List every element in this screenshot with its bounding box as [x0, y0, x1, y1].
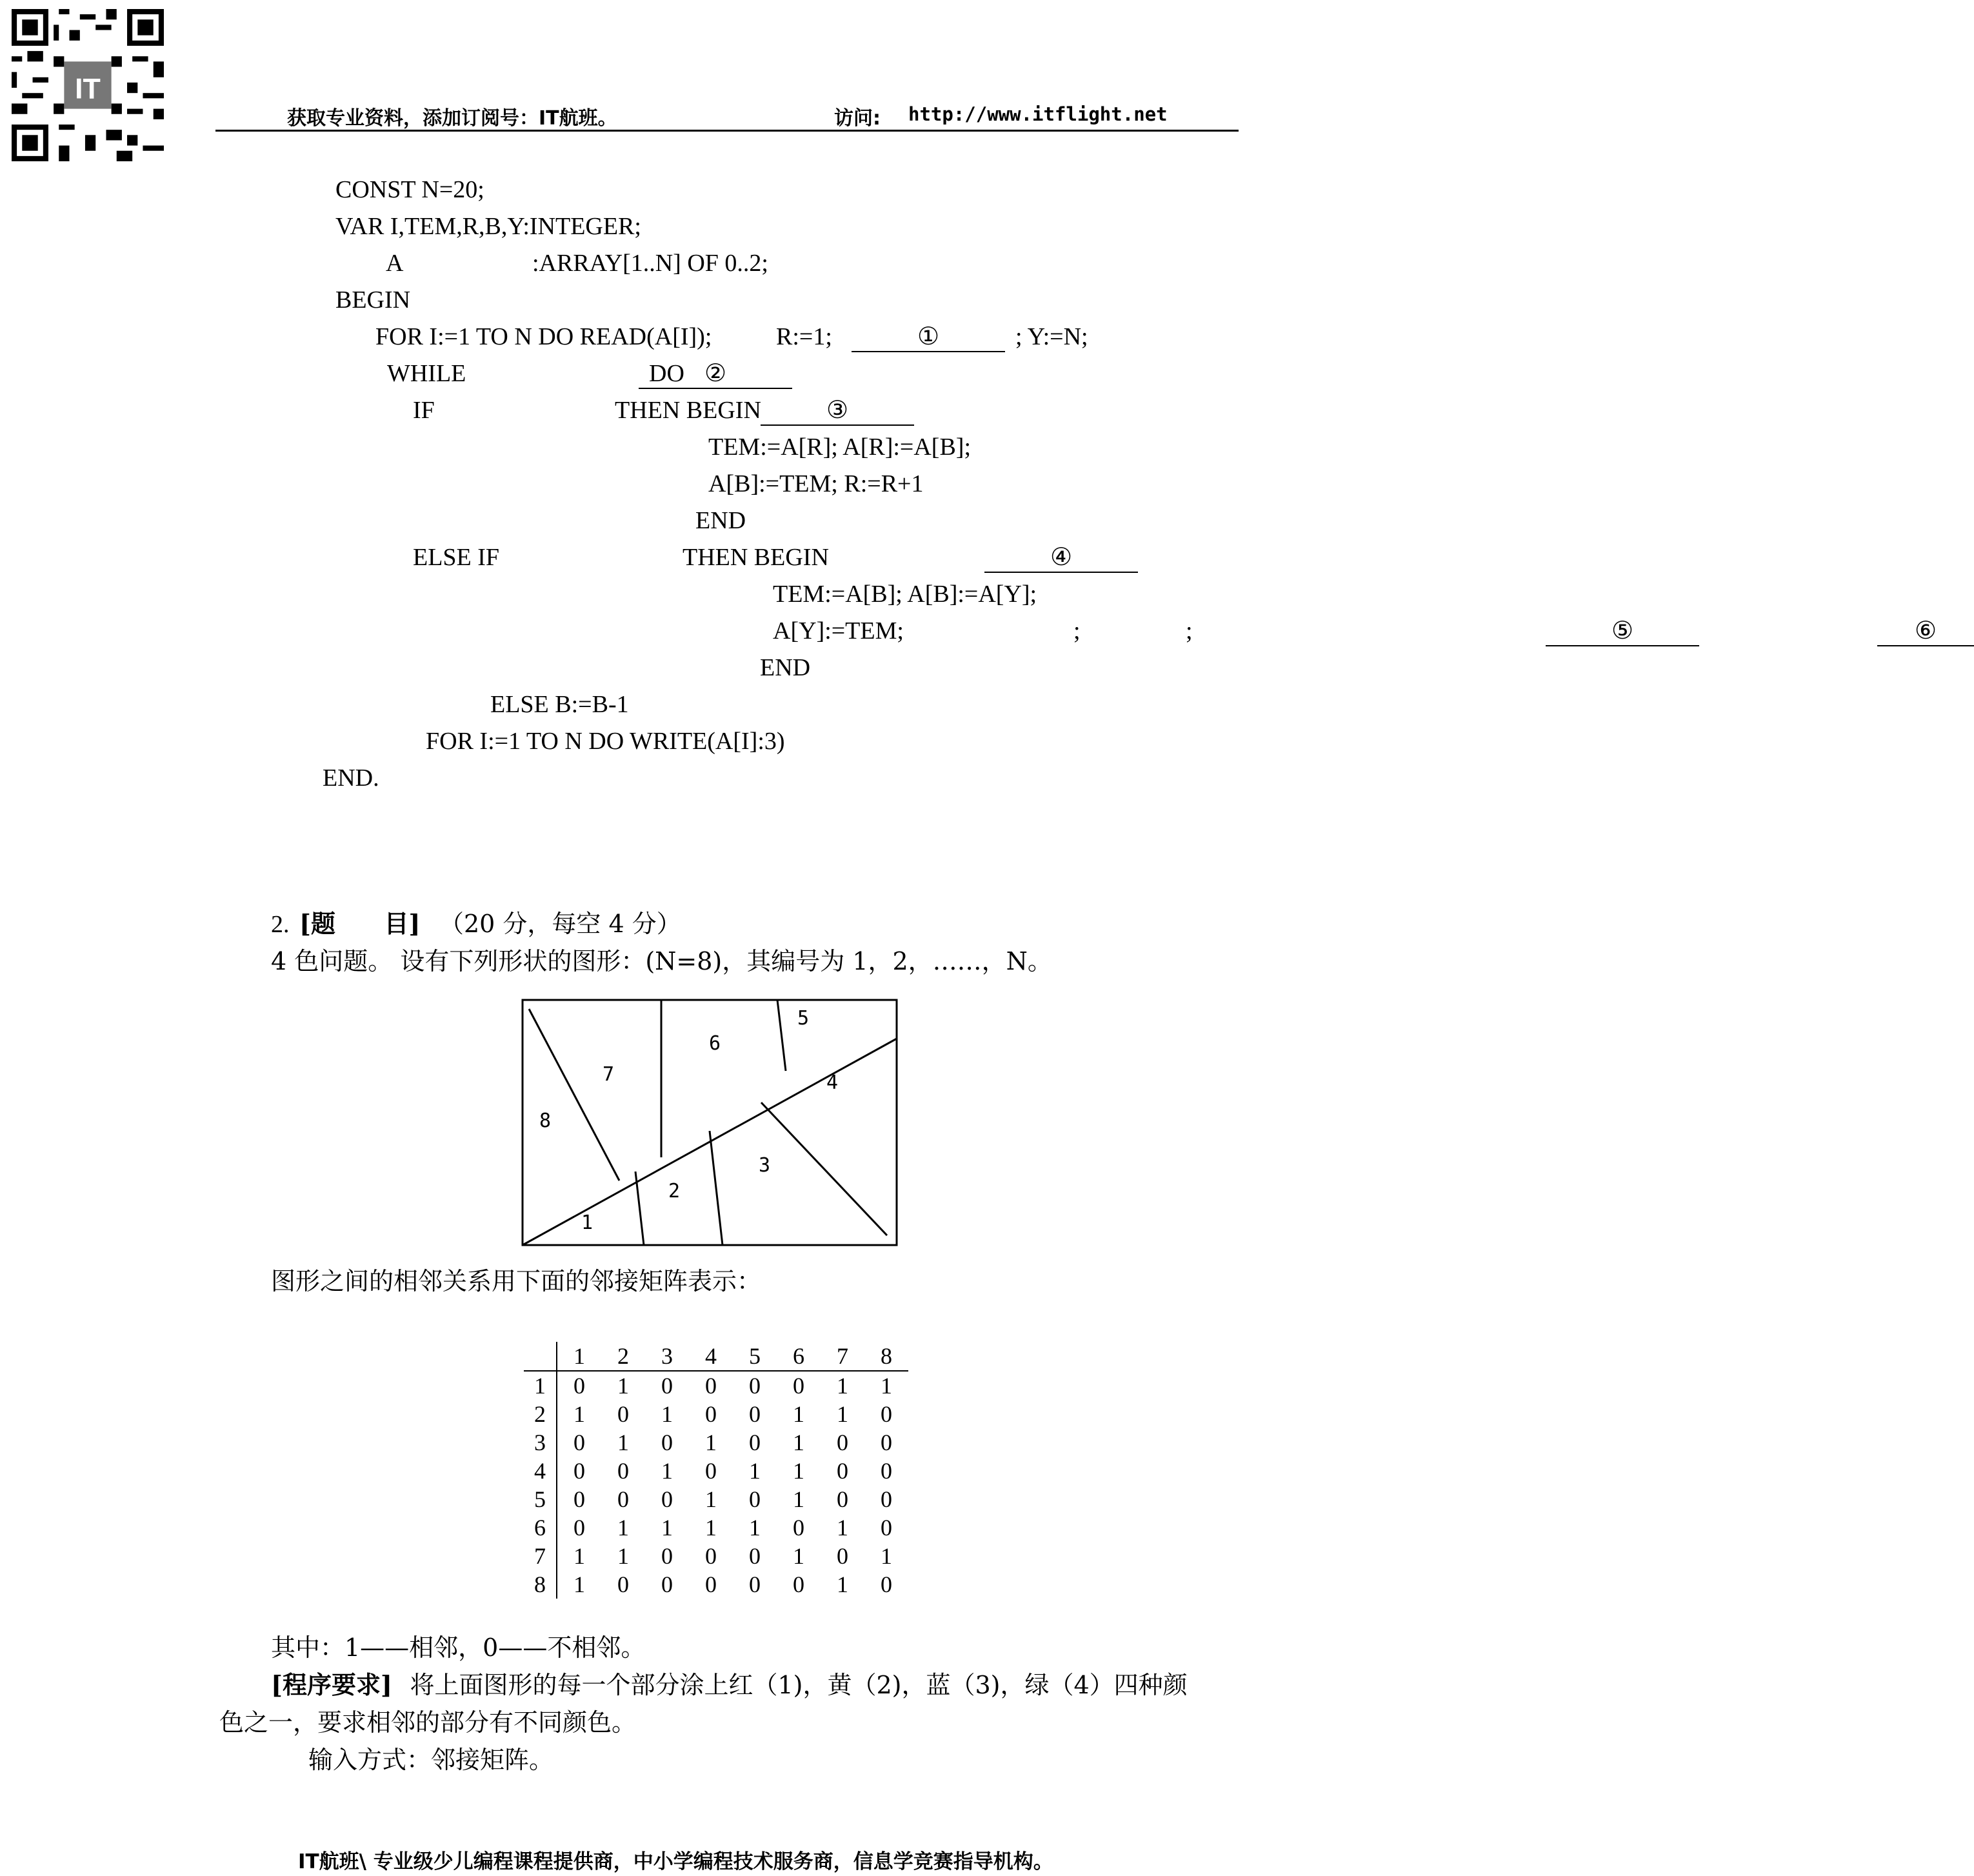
code-then-begin-1: THEN BEGIN: [615, 397, 761, 424]
code-line-ay-tem: A[Y]:=TEM;: [773, 617, 904, 644]
matrix-row: [524, 1570, 908, 1599]
matrix-row: [524, 1542, 908, 1570]
matrix-cell: 1: [661, 1458, 673, 1484]
matrix-cell: 0: [793, 1515, 804, 1541]
matrix-cell: 0: [705, 1543, 717, 1569]
matrix-cell: 1: [837, 1401, 848, 1427]
matrix-row-header: 7: [524, 1542, 557, 1570]
matrix-cell: 1: [837, 1572, 848, 1597]
matrix-row: [524, 1513, 908, 1542]
qr-code-image: [12, 9, 164, 161]
matrix-header-row: [524, 1342, 908, 1371]
blank-3[interactable]: [761, 396, 914, 426]
matrix-cell: 1: [837, 1515, 848, 1541]
matrix-row-header: 3: [524, 1428, 557, 1457]
blank-1-label: ①: [917, 323, 940, 350]
region-figure: [516, 993, 903, 1252]
problem-intro: 4 色问题。 设有下列形状的图形：(N=8)，其编号为 1，2，……，N。: [271, 947, 1052, 975]
matrix-cell: 0: [837, 1458, 848, 1484]
matrix-cell: 0: [617, 1458, 629, 1484]
matrix-cell: 1: [573, 1572, 585, 1597]
matrix-row: [524, 1428, 908, 1457]
header-visit-label: 访问:: [834, 107, 881, 130]
code-keyword-else-if: ELSE IF: [413, 544, 500, 571]
region-label-2: 2: [668, 1180, 681, 1202]
matrix-cell: 0: [881, 1430, 892, 1455]
blank-6[interactable]: [1877, 617, 1974, 646]
code-line-y-init: ; Y:=N;: [1015, 323, 1088, 350]
matrix-col-header: 5: [733, 1342, 777, 1371]
matrix-cell: 1: [705, 1515, 717, 1541]
matrix-cell: 0: [881, 1515, 892, 1541]
matrix-cell: 1: [793, 1401, 804, 1427]
code-line-var: VAR I,TEM,R,B,Y:INTEGER;: [335, 213, 641, 240]
header-subscribe-text: 获取专业资料，添加订阅号：IT航班。: [287, 107, 617, 130]
blank-4-label: ④: [1050, 544, 1073, 571]
matrix-row: [524, 1457, 908, 1485]
matrix-row: [524, 1371, 908, 1400]
matrix-cell: 0: [793, 1572, 804, 1597]
code-line-for-read: FOR I:=1 TO N DO READ(A[I]);: [375, 323, 712, 350]
matrix-col-header: 6: [777, 1342, 821, 1371]
matrix-cell: 1: [617, 1515, 629, 1541]
matrix-cell: 0: [705, 1401, 717, 1427]
matrix-cell: 0: [573, 1430, 585, 1455]
matrix-col-header: 8: [864, 1342, 908, 1371]
matrix-cell: 1: [617, 1430, 629, 1455]
matrix-cell: 0: [661, 1373, 673, 1399]
matrix-cell: 0: [881, 1458, 892, 1484]
problem-score: （20 分，每空 4 分）: [439, 910, 681, 938]
matrix-row-header: 1: [524, 1371, 557, 1400]
matrix-cell: 1: [661, 1401, 673, 1427]
code-end-1: END: [695, 507, 746, 534]
code-line-array-type: :ARRAY[1..N] OF 0..2;: [532, 250, 768, 277]
matrix-cell: 0: [749, 1543, 761, 1569]
blank-2-label: ②: [704, 360, 727, 387]
matrix-cell: 0: [661, 1572, 673, 1597]
blank-1[interactable]: [852, 323, 1005, 352]
matrix-cell: 1: [617, 1543, 629, 1569]
matrix-cell: 1: [793, 1543, 804, 1569]
matrix-cell: 0: [661, 1543, 673, 1569]
matrix-cell: 0: [749, 1486, 761, 1512]
input-mode: 输入方式：邻接矩阵。: [308, 1746, 554, 1774]
qr-logo-text: IT: [75, 72, 101, 105]
matrix-cell: 0: [617, 1486, 629, 1512]
matrix-cell: 1: [705, 1486, 717, 1512]
matrix-row: [524, 1485, 908, 1513]
matrix-cell: 0: [705, 1572, 717, 1597]
matrix-row-header: 5: [524, 1485, 557, 1513]
matrix-cell: 1: [793, 1486, 804, 1512]
code-end-program: END.: [323, 764, 379, 792]
code-line-array-name: A: [386, 250, 404, 277]
matrix-cell: 0: [881, 1401, 892, 1427]
matrix-cell: 1: [793, 1430, 804, 1455]
region-label-4: 4: [826, 1072, 839, 1094]
matrix-cell: 0: [661, 1486, 673, 1512]
requirement-label: [程序要求]: [271, 1670, 392, 1699]
code-line-else-b: ELSE B:=B-1: [490, 691, 629, 718]
matrix-cell: 0: [705, 1458, 717, 1484]
blank-5-label: ⑤: [1611, 617, 1634, 644]
matrix-cell: 0: [749, 1373, 761, 1399]
matrix-cell: 0: [661, 1430, 673, 1455]
matrix-cell: 1: [573, 1543, 585, 1569]
matrix-cell: 1: [661, 1515, 673, 1541]
matrix-col-header: 1: [557, 1342, 601, 1371]
matrix-caption: 图形之间的相邻关系用下面的邻接矩阵表示：: [271, 1267, 762, 1295]
matrix-legend-note: 其中：1——相邻，0——不相邻。: [271, 1633, 646, 1662]
matrix-cell: 0: [573, 1486, 585, 1512]
matrix-col-header: 7: [821, 1342, 864, 1371]
matrix-row-header: 4: [524, 1457, 557, 1485]
code-then-begin-2: THEN BEGIN: [683, 544, 829, 571]
requirement-text-2: 色之一，要求相邻的部分有不同颜色。: [219, 1708, 637, 1737]
matrix-row-header: 6: [524, 1513, 557, 1542]
requirement-line-1: [271, 1670, 1188, 1701]
blank-3-label: ③: [826, 397, 849, 424]
blank-5[interactable]: [1546, 617, 1699, 646]
problem-heading: [271, 908, 681, 940]
code-line-begin: BEGIN: [335, 286, 411, 314]
matrix-cell: 0: [573, 1515, 585, 1541]
requirement-text-1: 将上面图形的每一个部分涂上红（1)，黄（2)，蓝（3)，绿（4）四种颜: [410, 1671, 1188, 1699]
matrix-cell: 1: [617, 1373, 629, 1399]
matrix-col-header: 2: [601, 1342, 645, 1371]
matrix-cell: 1: [705, 1430, 717, 1455]
matrix-cell: 0: [749, 1572, 761, 1597]
code-line-const: CONST N=20;: [335, 176, 484, 203]
code-line-for-write: FOR I:=1 TO N DO WRITE(A[I]:3): [426, 728, 785, 755]
matrix-cell: 1: [793, 1458, 804, 1484]
region-label-7: 7: [602, 1063, 615, 1086]
matrix-cell: 0: [617, 1572, 629, 1597]
code-line-swap-by: TEM:=A[B]; A[B]:=A[Y];: [773, 581, 1037, 608]
matrix-cell: 1: [749, 1458, 761, 1484]
region-label-1: 1: [581, 1212, 593, 1234]
matrix-cell: 0: [793, 1373, 804, 1399]
matrix-cell: 0: [749, 1401, 761, 1427]
header-divider: [215, 130, 1239, 132]
matrix-cell: 1: [881, 1373, 892, 1399]
code-semicolon: ;: [1073, 617, 1081, 644]
matrix-cell: 0: [749, 1430, 761, 1455]
code-semicolon-end: ;: [1186, 617, 1193, 644]
matrix-row: [524, 1400, 908, 1428]
region-label-5: 5: [797, 1007, 810, 1030]
code-keyword-while: WHILE: [387, 360, 466, 387]
matrix-row-header: 8: [524, 1570, 557, 1599]
adjacency-matrix: [524, 1342, 908, 1599]
matrix-cell: 1: [573, 1401, 585, 1427]
problem-number: 2.: [271, 911, 290, 938]
matrix-cell: 0: [881, 1572, 892, 1597]
footer-text: IT航班\ 专业级少儿编程课程提供商，中小学编程技术服务商，信息学竞赛指导机构。: [298, 1850, 1053, 1873]
matrix-col-header: 3: [645, 1342, 689, 1371]
matrix-cell: 0: [573, 1373, 585, 1399]
blank-4[interactable]: [984, 543, 1138, 573]
matrix-corner: [524, 1342, 557, 1371]
problem-tag-right: 目]: [384, 909, 421, 938]
code-keyword-do: DO: [649, 360, 684, 387]
code-line-r-init: R:=1;: [776, 323, 832, 350]
matrix-cell: 0: [837, 1486, 848, 1512]
problem-tag-left: [题: [299, 909, 335, 938]
matrix-cell: 0: [881, 1486, 892, 1512]
matrix-cell: 0: [837, 1430, 848, 1455]
matrix-row-header: 2: [524, 1400, 557, 1428]
code-keyword-if: IF: [413, 397, 435, 424]
header-url-link[interactable]: http://www.itflight.net: [908, 103, 1168, 125]
region-label-6: 6: [708, 1032, 721, 1055]
matrix-cell: 1: [881, 1543, 892, 1569]
matrix-cell: 0: [837, 1543, 848, 1569]
code-line-r-inc: A[B]:=TEM; R:=R+1: [708, 470, 924, 497]
matrix-cell: 1: [749, 1515, 761, 1541]
region-label-3: 3: [758, 1154, 771, 1177]
matrix-cell: 0: [573, 1458, 585, 1484]
region-label-8: 8: [539, 1110, 552, 1132]
matrix-cell: 1: [837, 1373, 848, 1399]
code-line-swap-rb: TEM:=A[R]; A[R]:=A[B];: [708, 434, 971, 461]
matrix-col-header: 4: [689, 1342, 733, 1371]
matrix-cell: 0: [705, 1373, 717, 1399]
code-end-2: END: [760, 654, 811, 681]
matrix-cell: 0: [617, 1401, 629, 1427]
blank-6-label: ⑥: [1914, 617, 1937, 644]
